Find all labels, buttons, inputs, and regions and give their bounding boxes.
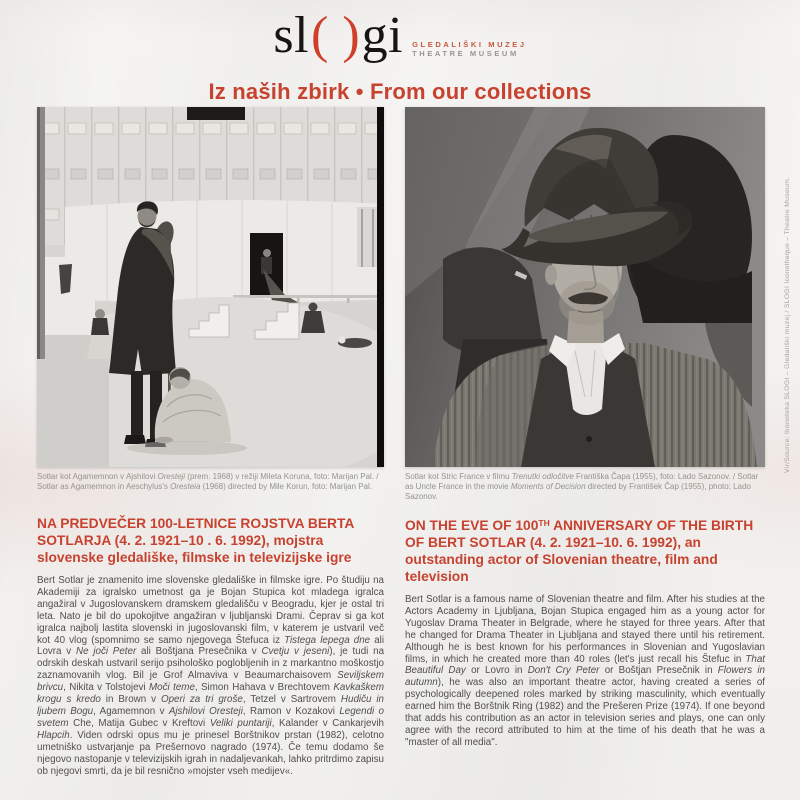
photos-row [37,107,800,467]
section-heading-slovenian: NA PREDVEČER 100-LETNICE ROJSTVA BERTA SOTLARJA (4. 2. 1921–10 . 6. 1992), mojstra slovenske gledališke, filmske in televizijske igre [37,516,354,565]
slogi-logo [0,6,800,70]
photo-uncle-france-image [405,107,765,467]
logo-paren-close: ) [342,7,360,64]
page-title: Iz naših zbirk • From our collections [208,79,592,104]
captions-row [37,472,800,502]
column-slovenian [37,515,384,777]
source-note: Vir/Source: Ikonoteka SLOGI – Gledališki muzej / SLOGI Iconotheque – Theatre Museum. [784,176,791,473]
logo-tagline-english: THEATRE MUSEUM [412,49,519,58]
body-text-slovenian: Bert Sotlar je znamenito ime slovenske gledališke in filmske igre. Po študiju na Akademiji za igralsko umetnost ga je Bojan Stupica kot mladega igralca angažiral v Jugoslovanskem dramskem gledališču v Beogradu, kjer je ostal tri leta. Nato je bil do upokojitve angažiran v ljubljanski Drami. Čeprav si ga kot igralca najbolj lastita slovenski in jugoslovanski film, v katerem je ustvaril več kot 40 vlog (spomnimo se samo njegovega Štefuca iz Tistega lepega dne ali Lovra v Ne joči Peter ali Boštjana Presečnika v Cvetju v jeseni), je tudi na odrskih deskah ustvaril serijo psihološko poglobljenih in z markantno moškostjo zaznamovanih vlog. Bil je Grof Almaviva v Beaumarchaisovem Seviljskem brivcu, Nikita v Tolstojevi Moči teme, Simon Hahava v Brechtovem Kavkaškem krogu s kredo in Brown v Operi za tri groše, Tetzel v Sartrovem Hudiču in ljubem Bogu, Agamemnon v Ajshilovi Oresteji, Ramon v Kozakovi Legendi o svetem Che, Matija Gubec v Kreftovi Veliki puntariji, Kalander v Cankarjevih Hlapcih. Viden odrski opus mu je prinesel Borštnikov prstan (1982), celotno umetniško ustvarjanje pa Prešernovo nagrado (1974). Če temu dodamo še njegovo nastopanje v televizijskih igrah in nadaljevankah, lahko pritrdimo zapisu ob njegovi smrti, da je bil resnično »mojster vseh medijev«. [37,575,385,777]
body-text-english: Bert Sotlar is a famous name of Slovenian theatre and film. After his studies at the Actors Academy in Ljubljana, Bojan Stupica engaged him as a young actor for Yugoslav Drama Theater in Belgrade, where he stayed for three years. After that he changed for Drama Theater in Ljubljana and stayed there until his retirement. Although he is best known for his performances in Slovenian and Yugoslavian films, in which he created more than 40 roles (let's just recall his Štefuc in That Beautiful Day or Lovro in Don't Cry Peter or Boštjan Presečnik in Flowers in autumn), he was also an important theatre actor, having created a series of psychologically deepened roles marked by striking masculinity, which eventually earned him the Borštnik Ring (1982) and the Prešeren Prize (1974). If one beyond that adds his contribution as an actor in television series and plays, one can only agree with the record attributed to him at the time of his death that he was a "master of all media". [405,594,765,748]
caption-left: Sotlar kot Agamemnon v Ajshilovi Oresteji (prem. 1968) v režiji Mileta Koruna, foto: Marijan Pal. / Sotlar as Agamemnon in Aeschylus's Oresteia (1968) directed by Mile Korun, foto: Marijan Pal. [37,472,379,491]
logo-tagline [412,40,527,70]
photo-oresteia-stage [37,107,384,467]
logo-paren-open: ( [311,7,329,64]
photo-uncle-france-portrait [405,107,765,467]
section-heading-english: ON THE EVE OF 100TH ANNIVERSARY OF THE BIRTH OF BERT SOTLAR (4. 2. 1921–10. 6. 1992), an outstanding actor of Slovenian theatre, film and television [405,518,754,584]
header [0,0,800,107]
logo-text-gi: gi [361,7,404,64]
column-english [405,515,765,777]
photo-oresteia-image [37,107,384,467]
logo-text-sl: sl [273,7,310,64]
caption-right: Sotlar kot Stric France v filmu Trenutki odločitve Františka Čapa (1955), foto: Lado Sazonov. / Sotlar as Uncle France in the movie Moments of Decision directed by František Čap (1955), photo: Lado Sazonov. [405,472,759,501]
text-columns [37,515,800,777]
logo-tagline-slovenian: GLEDALIŠKI MUZEJ [412,40,527,49]
